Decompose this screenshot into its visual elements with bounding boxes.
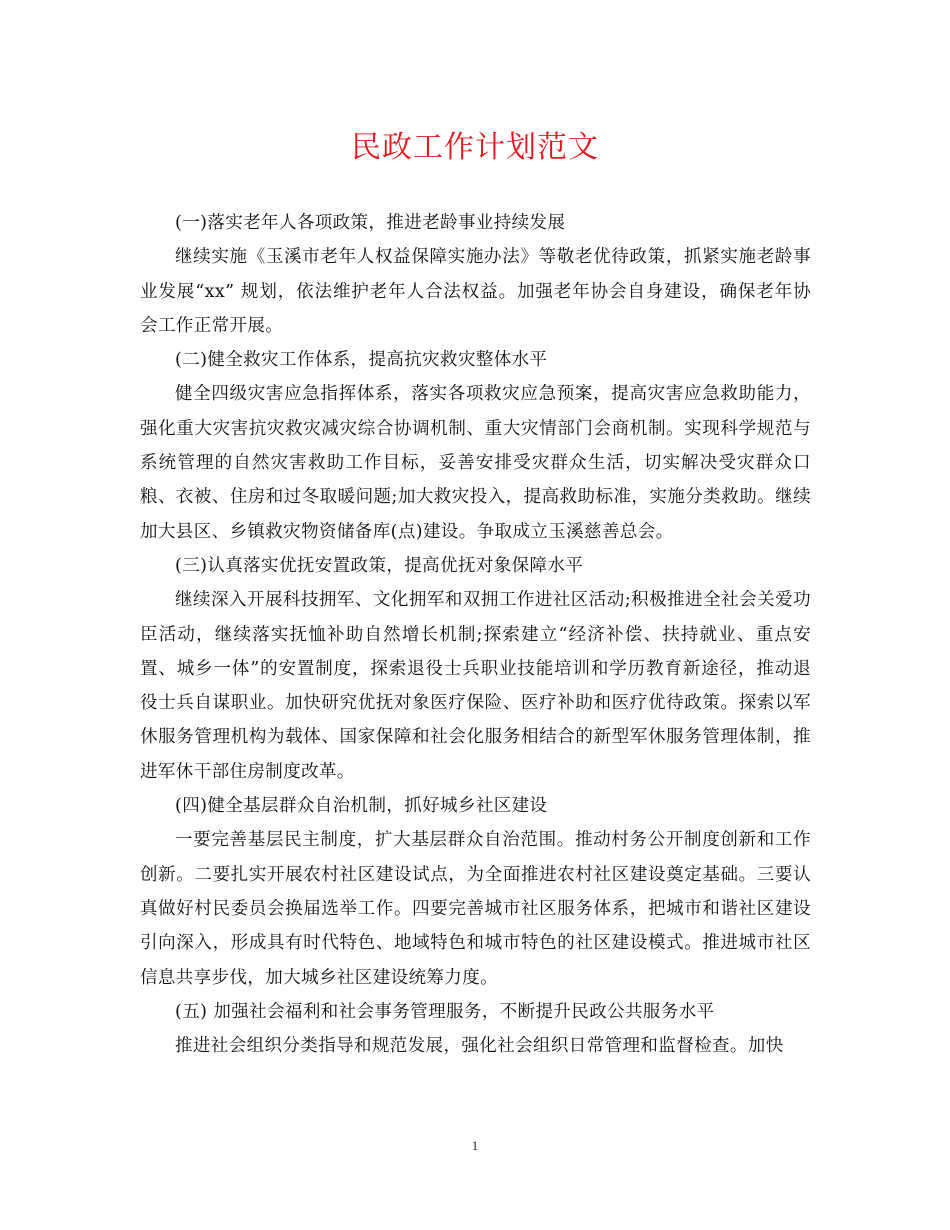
page-number: 1 bbox=[471, 1138, 479, 1153]
body-paragraph-5: 推进社会组织分类指导和规范发展，强化社会组织日常管理和监督检查。加快 bbox=[175, 1036, 784, 1057]
body-paragraph-3: 继续深入开展科技拥军、文化拥军和双拥工作进社区活动;积极推进全社会关爱功臣活动，继续落实抚恤补助自然增长机制;探索建立“经济补偿、扶持就业、重点安置、城乡一体”的安置制度，探索退役士兵职业技能培训和学历教育新途径，推动退役士兵自谋职业。加快研究优抚对象医疗保险、医疗补助和医疗优待政策。探索以军休服务管理机构为载体、国家保障和社会化服务相结合的新型军休服务管理体制，推进军休干部住房制度改革。 bbox=[140, 590, 811, 782]
body-paragraph-1: 继续实施《玉溪市老年人权益保障实施办法》等敬老优待政策，抓紧实施老龄事业发展“xx” 规划，依法维护老年人合法权益。加强老年协会自身建设，确保老年协会工作正常开展。 bbox=[140, 247, 811, 336]
body-paragraph-4: 一要完善基层民主制度，扩大基层群众自治范围。推动村务公开制度创新和工作创新。二要扎实开展农村社区建设试点，为全面推进农村社区建设奠定基础。三要认真做好村民委员会换届选举工作。四要完善城市社区服务体系，把城市和谐社区建设引向深入，形成具有时代特色、地域特色和城市特色的社区建设模式。推进城市社区信息共享步伐，加大城乡社区建设统筹力度。 bbox=[140, 830, 811, 988]
section-heading-5: (五) 加强社会福利和社会事务管理服务，不断提升民政公共服务水平 bbox=[175, 1001, 715, 1022]
section-heading-1: (一)落实老年人各项政策，推进老龄事业持续发展 bbox=[175, 213, 566, 233]
body-paragraph-2: 健全四级灾害应急指挥体系，落实各项救灾应急预案，提高灾害应急救助能力，强化重大灾害抗灾救灾减灾综合协调机制、重大灾情部门会商机制。实现科学规范与系统管理的自然灾害救助工作目标，妥善安排受灾群众生活，切实解决受灾群众口粮、衣被、住房和过冬取暖问题;加大救灾投入，提高救助标准，实施分类救助。继续加大县区、乡镇救灾物资储备库(点)建设。争取成立玉溪慈善总会。 bbox=[140, 384, 811, 542]
document-body bbox=[140, 206, 811, 1063]
section-heading-2: (二)健全救灾工作体系，提高抗灾救灾整体水平 bbox=[175, 350, 548, 371]
section-heading-4: (四)健全基层群众自治机制，抓好城乡社区建设 bbox=[175, 796, 548, 817]
section-heading-3: (三)认真落实优抚安置政策，提高优抚对象保障水平 bbox=[175, 555, 584, 576]
document-title: 民政工作计划范文 bbox=[351, 130, 599, 165]
